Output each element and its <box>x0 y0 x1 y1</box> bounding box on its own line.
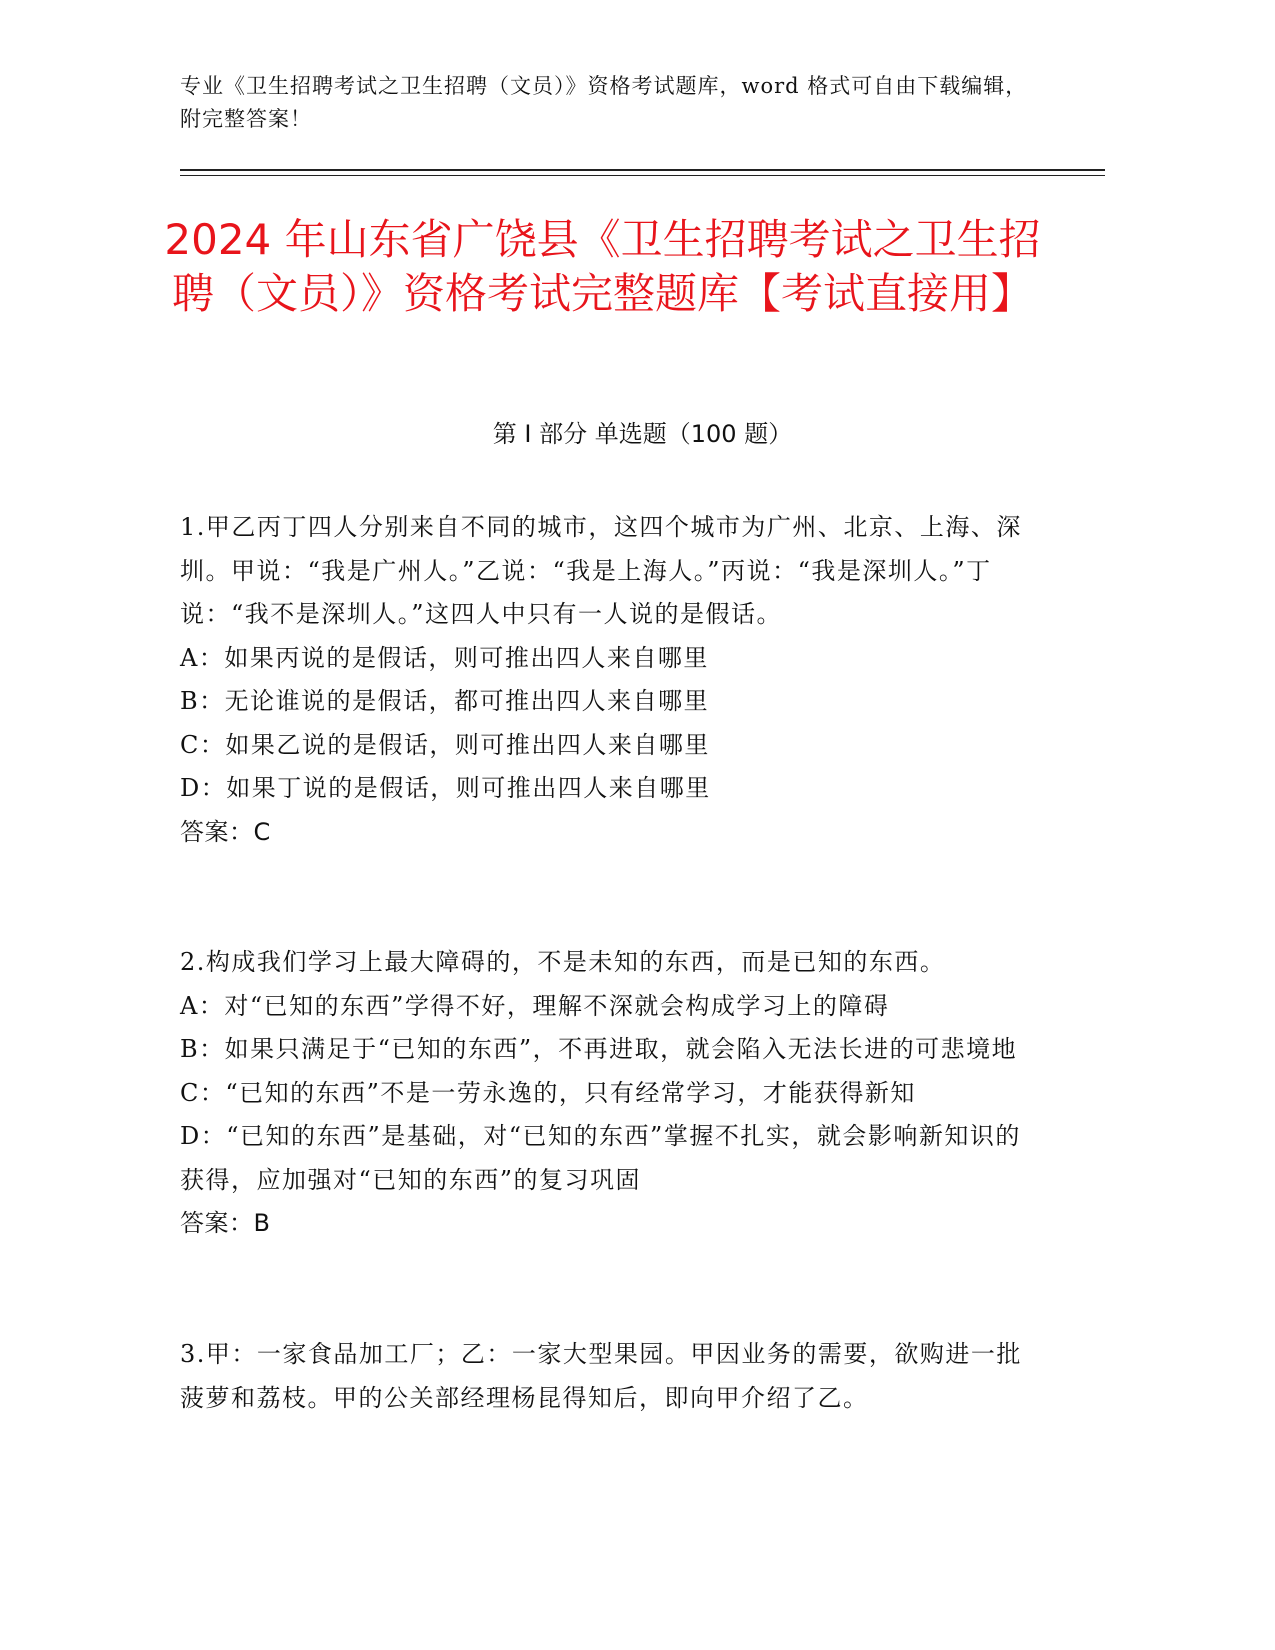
option-c: C：“已知的东西”不是一劳永逸的，只有经常学习，才能获得新知 <box>180 1078 916 1107</box>
option-d: D：如果丁说的是假话，则可推出四人来自哪里 <box>180 774 711 802</box>
answer: 答案：C <box>180 817 271 846</box>
document-title: 2024 年山东省广饶县《卫生招聘考试之卫生招聘（文员）》资格考试完整题库【考试直接用】 <box>164 215 1041 318</box>
option-a: A：对“已知的东西”学得不好，理解不深就会构成学习上的障碍 <box>180 991 890 1020</box>
header-note: 专业《卫生招聘考试之卫生招聘（文员）》资格考试题库，word 格式可自由下载编辑，附完整答案！ <box>180 74 1028 131</box>
option-c: C：如果乙说的是假话，则可推出四人来自哪里 <box>180 730 710 759</box>
answer: 答案：B <box>180 1209 271 1237</box>
question-2 <box>180 941 1040 1246</box>
question-stem: 3.甲：一家食品加工厂；乙：一家大型果园。甲因业务的需要，欲购进一批菠萝和荔枝。甲的公关部经理杨昆得知后，即向甲介绍了乙。 <box>180 1340 1022 1412</box>
question-stem: 1.甲乙丙丁四人分别来自不同的城市，这四个城市为广州、北京、上海、深圳。甲说：“我是广州人。”乙说：“我是上海人。”丙说：“我是深圳人。”丁说：“我不是深圳人。”这四人中只有一人说的是假话。 <box>180 513 1022 628</box>
option-b: B：如果只满足于“已知的东西”，不再进取，就会陷入无法长进的可悲境地 <box>180 1035 1018 1063</box>
question-stem: 2.构成我们学习上最大障碍的，不是未知的东西，而是已知的东西。 <box>180 948 946 976</box>
option-a: A：如果丙说的是假话，则可推出四人来自哪里 <box>180 643 709 672</box>
option-d: D：“已知的东西”是基础，对“已知的东西”掌握不扎实，就会影响新知识的获得，应加强对“已知的东西”的复习巩固 <box>180 1122 1021 1194</box>
section-heading: 第 I 部分 单选题（100 题） <box>492 420 793 448</box>
header-divider-thin <box>180 175 1105 176</box>
header-divider-thick <box>180 169 1105 171</box>
question-1 <box>180 506 1040 854</box>
question-3 <box>180 1333 1040 1420</box>
option-b: B：无论谁说的是假话，都可推出四人来自哪里 <box>180 687 710 715</box>
